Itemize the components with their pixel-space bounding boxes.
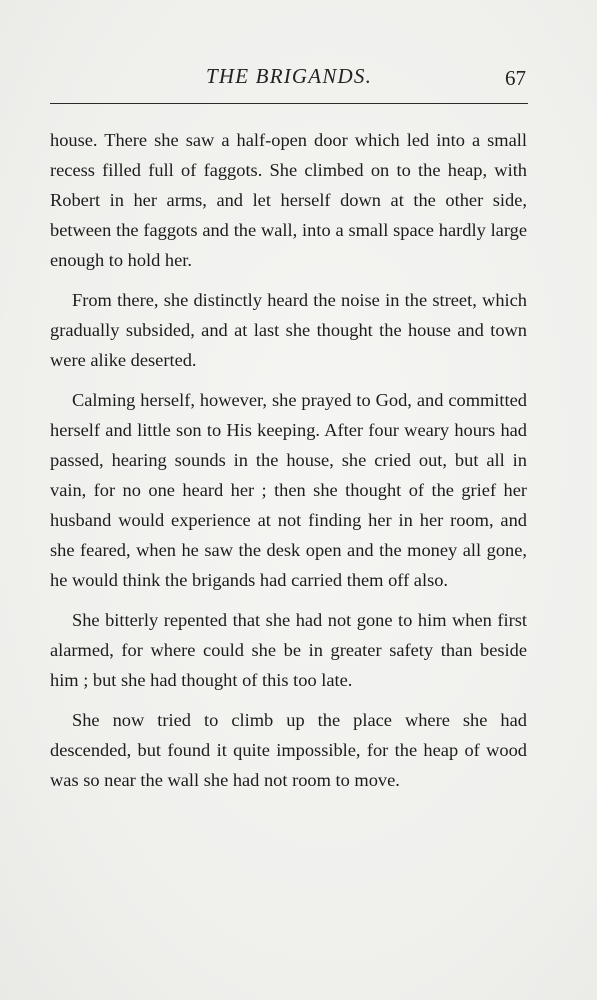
paragraph-1: house. There she saw a half-open door which led into a small recess filled full of faggots. She climbed on to the heap, with Robert in her arms, and let herself down at the other side, between the faggots and the wall, into a small space hardly large enough to hold her. (50, 130, 527, 270)
header-rule (50, 103, 528, 104)
paragraph-4: She bitterly repented that she had not gone to him when first alarmed, for where could she be in greater safety than beside him ; but she had thought of this too late. (50, 610, 527, 690)
paragraph-5: She now tried to climb up the place where she had descended, but found it quite impossible, for the heap of wood was so near the wall she had not room to move. (50, 710, 527, 790)
page-number: 67 (505, 66, 526, 90)
page-header (50, 64, 528, 104)
paragraph-2: From there, she distinctly heard the noise in the street, which gradually subsided, and at last she thought the house and town were alike deserted. (50, 290, 527, 370)
running-title: THE BRIGANDS. (205, 64, 373, 88)
paragraph-3: Calming herself, however, she prayed to God, and committed herself and little son to His keeping. After four weary hours had passed, hearing sounds in the house, she cried out, but all in vain, for no one heard her ; then she thought of the grief her husband would experience at not finding her in her room, and she feared, when he saw the desk open and the money all gone, he would think the brigands had carried them off also. (50, 390, 527, 590)
body-text (50, 125, 527, 805)
